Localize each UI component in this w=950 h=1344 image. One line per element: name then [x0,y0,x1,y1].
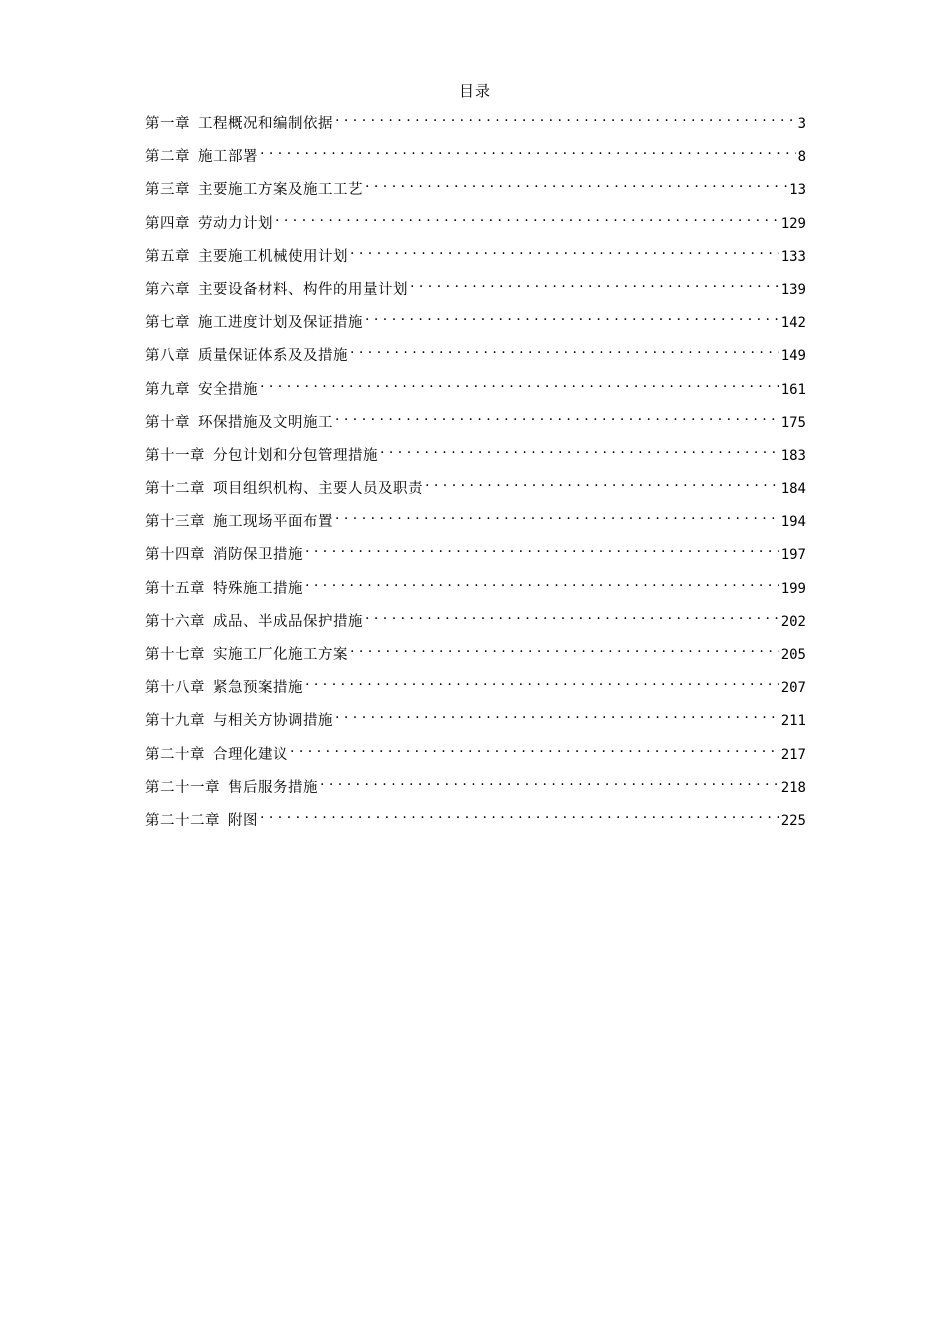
toc-dot-leader [350,637,779,659]
toc-entry[interactable] [145,770,806,803]
toc-entry[interactable] [145,405,806,438]
toc-chapter-number: 第十六章 [145,613,205,630]
toc-chapter-number: 第三章 [145,182,190,199]
toc-dot-leader [335,504,779,526]
toc-page-number: 129 [780,215,806,232]
toc-chapter-number: 第十八章 [145,680,205,697]
toc-chapter-title: 施工部署 [198,149,258,166]
toc-dot-leader [335,703,779,725]
toc-entry[interactable] [145,471,806,504]
toc-chapter-number: 第十四章 [145,547,205,564]
toc-page-number: 211 [780,713,806,730]
toc-entry[interactable] [145,305,806,338]
toc-page-number: 205 [780,647,806,663]
toc-page-number: 149 [780,348,806,365]
toc-chapter-number: 第十三章 [145,514,205,531]
toc-dot-leader [335,106,796,128]
toc-entry[interactable] [145,670,806,703]
toc-dot-leader [290,737,779,759]
toc-entry[interactable] [145,272,806,305]
toc-dot-leader [305,537,779,559]
toc-page-number: 194 [780,514,806,531]
toc-dot-leader [365,604,779,626]
toc-entry[interactable] [145,604,806,637]
toc-page-number: 133 [780,248,806,265]
toc-chapter-title: 安全措施 [198,381,258,398]
toc-dot-leader [425,471,779,493]
toc-entry[interactable] [145,537,806,570]
toc-chapter-number: 第五章 [145,248,190,265]
toc-dot-leader [350,239,779,261]
toc-entry[interactable] [145,338,806,371]
toc-chapter-title: 实施工厂化施工方案 [213,647,348,663]
toc-chapter-title: 项目组织机构、主要人员及职责 [213,481,423,498]
toc-chapter-number: 第二十二章 [145,812,220,829]
toc-dot-leader [320,770,779,792]
toc-entry[interactable] [145,703,806,736]
toc-chapter-number: 第十七章 [145,647,205,663]
toc-chapter-title: 主要施工机械使用计划 [198,248,348,265]
toc-chapter-number: 第十章 [145,414,190,431]
toc-page-number: 207 [780,680,806,697]
toc-dot-leader [305,571,779,593]
toc-chapter-title: 环保措施及文明施工 [198,414,333,431]
toc-entry[interactable] [145,803,806,836]
toc-chapter-number: 第二十一章 [145,779,220,796]
table-of-contents [145,106,806,836]
toc-page-number: 199 [780,580,806,597]
toc-page-number: 13 [789,182,806,199]
toc-entry[interactable] [145,172,806,205]
toc-entry[interactable] [145,239,806,272]
toc-dot-leader [260,372,779,394]
toc-chapter-title: 消防保卫措施 [213,547,303,564]
toc-entry[interactable] [145,372,806,405]
toc-chapter-title: 主要施工方案及施工工艺 [198,182,363,199]
toc-entry[interactable] [145,737,806,770]
toc-dot-leader [380,438,779,460]
toc-chapter-number: 第八章 [145,348,190,365]
toc-page-number: 202 [780,613,806,630]
toc-chapter-number: 第六章 [145,281,190,298]
toc-chapter-number: 第二章 [145,149,190,166]
toc-chapter-number: 第十二章 [145,481,205,498]
toc-entry[interactable] [145,504,806,537]
toc-dot-leader [305,670,779,692]
toc-chapter-number: 第二十章 [145,746,205,763]
toc-chapter-title: 售后服务措施 [228,779,318,796]
toc-chapter-number: 第七章 [145,315,190,332]
toc-chapter-number: 第十一章 [145,447,205,464]
toc-title: 目录 [458,82,491,100]
toc-dot-leader [275,206,779,228]
toc-chapter-title: 劳动力计划 [198,215,273,232]
toc-dot-leader [350,338,779,360]
toc-chapter-number: 第十五章 [145,580,205,597]
toc-chapter-number: 第一章 [145,116,190,132]
toc-page-number: 175 [780,414,806,431]
toc-dot-leader [260,139,796,161]
toc-chapter-title: 主要设备材料、构件的用量计划 [198,281,408,298]
toc-page-number: 217 [780,746,806,763]
toc-entry[interactable] [145,571,806,604]
toc-chapter-title: 分包计划和分包管理措施 [213,447,378,464]
toc-chapter-number: 第四章 [145,215,190,232]
toc-chapter-title: 施工进度计划及保证措施 [198,315,363,332]
toc-chapter-number: 第九章 [145,381,190,398]
toc-page-number: 8 [797,149,806,166]
toc-chapter-title: 附图 [228,812,258,829]
toc-entry[interactable] [145,206,806,239]
toc-chapter-title: 施工现场平面布置 [213,514,333,531]
toc-dot-leader [335,405,779,427]
toc-chapter-title: 与相关方协调措施 [213,713,333,730]
toc-chapter-title: 成品、半成品保护措施 [213,613,363,630]
toc-chapter-title: 合理化建议 [213,746,288,763]
toc-dot-leader [410,272,779,294]
toc-entry[interactable] [145,106,806,139]
toc-chapter-title: 质量保证体系及及措施 [198,348,348,365]
toc-page-number: 184 [780,481,806,498]
toc-page-number: 183 [780,447,806,464]
toc-chapter-title: 紧急预案措施 [213,680,303,697]
toc-page-number: 218 [780,779,806,796]
toc-chapter-number: 第十九章 [145,713,205,730]
toc-page-number: 197 [780,547,806,564]
toc-chapter-title: 工程概况和编制依据 [198,116,333,132]
toc-page-number: 139 [780,281,806,298]
toc-entry[interactable] [145,438,806,471]
toc-dot-leader [365,172,787,194]
toc-dot-leader [365,305,779,327]
toc-chapter-title: 特殊施工措施 [213,580,303,597]
toc-dot-leader [260,803,779,825]
toc-entry[interactable] [145,139,806,172]
toc-page-number: 225 [780,812,806,829]
toc-page-number: 161 [780,381,806,398]
toc-page-number: 3 [797,116,806,132]
toc-entry[interactable] [145,637,806,670]
toc-page-number: 142 [780,315,806,332]
